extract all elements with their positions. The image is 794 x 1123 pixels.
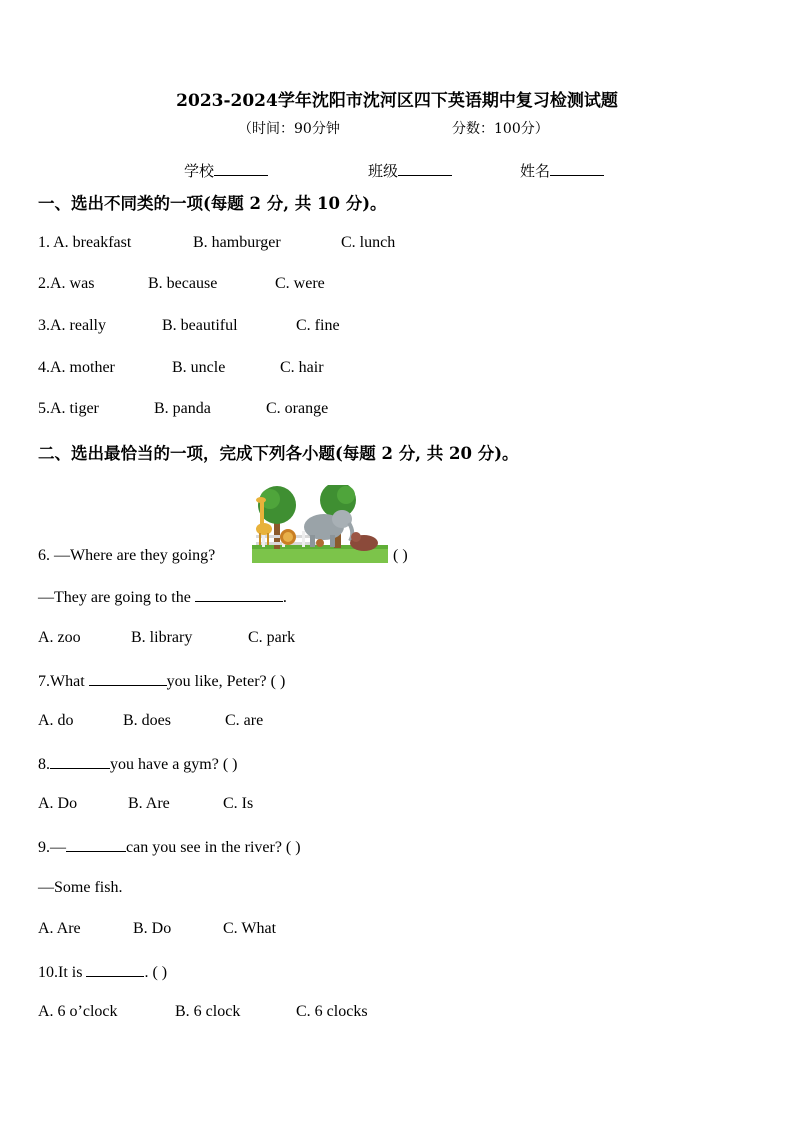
class-field[interactable]: [368, 160, 452, 181]
school-label: 学校: [184, 162, 215, 180]
q6-option-b: B. library: [131, 629, 193, 646]
q7-stem: [38, 671, 285, 691]
q10-post: . ( ): [144, 964, 168, 981]
q8-stem: [38, 754, 238, 774]
q4-option-a: 4.A. mother: [38, 359, 115, 376]
q6-stem: 6. —Where are they going?: [38, 547, 216, 564]
q9-blank[interactable]: [66, 837, 126, 852]
q5-option-c: C. orange: [266, 400, 329, 417]
q8-blank[interactable]: [50, 754, 110, 769]
class-blank: [398, 161, 452, 176]
section-1-heading: 一、选出不同类的一项(每题 2 分, 共 10 分)。: [38, 194, 387, 213]
q7-post: you like, Peter? ( ): [166, 673, 286, 690]
school-blank: [214, 161, 268, 176]
q2-option-a: 2.A. was: [38, 275, 95, 292]
q1-option-a: 1. A. breakfast: [38, 234, 132, 251]
q7-option-c: C. are: [225, 712, 264, 729]
class-label: 班级: [368, 162, 399, 180]
q10-option-c: C. 6 clocks: [296, 1003, 368, 1020]
q1-option-c: C. lunch: [341, 234, 396, 251]
q6-paren: ( ): [393, 547, 408, 564]
q4-option-c: C. hair: [280, 359, 324, 376]
q10-blank[interactable]: [86, 962, 144, 977]
q7-pre: 7.What: [38, 673, 85, 690]
q9-post: can you see in the river? ( ): [126, 839, 301, 856]
q3-option-b: B. beautiful: [162, 317, 238, 334]
name-label: 姓名: [520, 162, 551, 180]
q8-option-b: B. Are: [128, 795, 170, 812]
q7-blank[interactable]: [89, 671, 167, 686]
zoo-animals-image: [252, 485, 388, 563]
time-label: （时间：90分钟: [238, 121, 340, 137]
q8-pre: 8.: [38, 756, 50, 773]
score-label: 分数：100分）: [452, 121, 549, 137]
q10-option-a: A. 6 o’clock: [38, 1003, 118, 1020]
q6-option-a: A. zoo: [38, 629, 81, 646]
q3-option-c: C. fine: [296, 317, 340, 334]
q8-option-c: C. Is: [223, 795, 254, 812]
q3-option-a: 3.A. really: [38, 317, 106, 334]
q8-option-a: A. Do: [38, 795, 78, 812]
q2-option-c: C. were: [275, 275, 325, 292]
q8-post: you have a gym? ( ): [110, 756, 238, 773]
page-title: 2023-2024学年沈阳市沈河区四下英语期中复习检测试题: [176, 91, 618, 111]
q10-option-b: B. 6 clock: [175, 1003, 241, 1020]
q10-stem: [38, 962, 167, 982]
school-field[interactable]: [184, 160, 268, 181]
q9-option-b: B. Do: [133, 920, 172, 937]
name-field[interactable]: [520, 160, 604, 181]
q9-pre: 9.—: [38, 839, 66, 856]
q7-option-a: A. do: [38, 712, 74, 729]
q5-option-b: B. panda: [154, 400, 211, 417]
q6-answer-line: [38, 587, 287, 607]
q10-pre: 10.It is: [38, 964, 83, 981]
q5-option-a: 5.A. tiger: [38, 400, 99, 417]
q9-stem: [38, 837, 301, 857]
q9-option-a: A. Are: [38, 920, 81, 937]
q4-option-b: B. uncle: [172, 359, 226, 376]
q1-option-b: B. hamburger: [193, 234, 281, 251]
name-blank: [550, 161, 604, 176]
q9-answer: —Some fish.: [38, 879, 123, 896]
q9-option-c: C. What: [223, 920, 277, 937]
q7-option-b: B. does: [123, 712, 171, 729]
q2-option-b: B. because: [148, 275, 218, 292]
q6-blank[interactable]: [195, 587, 283, 602]
q6-answer-text: —They are going to the: [38, 589, 191, 606]
q6-period: .: [282, 589, 287, 606]
section-2-heading: 二、选出最恰当的一项，完成下列各小题(每题 2 分, 共 20 分)。: [38, 444, 519, 463]
q6-option-c: C. park: [248, 629, 296, 646]
